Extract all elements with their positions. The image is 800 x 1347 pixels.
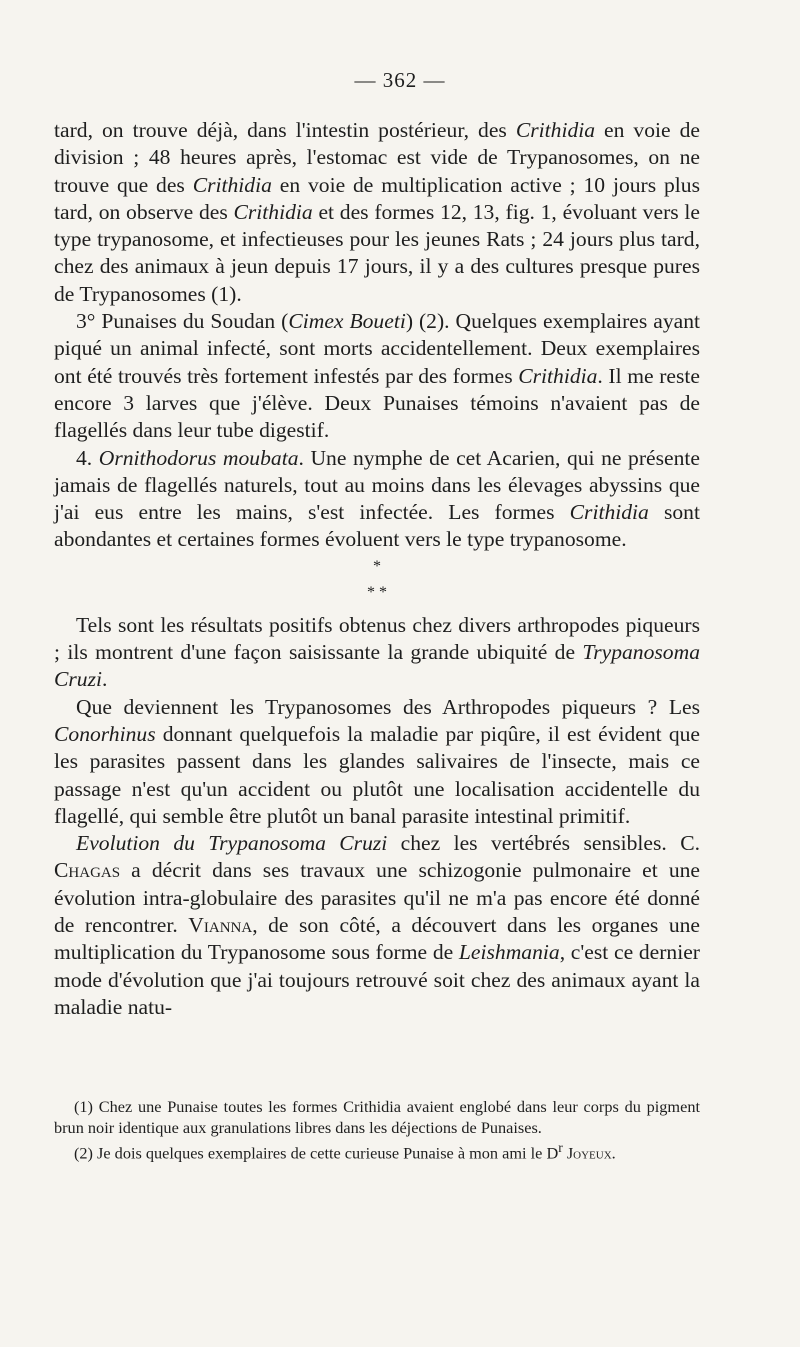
italic-text: Cimex Boueti [288, 309, 406, 334]
text-run: . Il me reste encore 3 larves que j'élève. Deux Punaises témoins n'avaient pas de flagellés dans leur tube digestif. [54, 363, 700, 443]
footnote [54, 1138, 700, 1164]
italic-text: Crithidia [515, 118, 596, 142]
text-run: sont abondantes et certaines formes évoluent vers le type trypanosome. [54, 500, 700, 552]
italic-text: Trypanosoma Cruzi [54, 640, 700, 692]
paragraph [54, 830, 700, 1021]
text-run: a décrit dans ses travaux une schizogonie pulmonaire et une évolution intra-globulaire des parasites qu'il ne m'a pas encore été donné de rencontrer. [54, 858, 700, 938]
text-run: (2) Je dois quelques exemplaires de cette curieuse Punaise à mon ami le D [74, 1143, 559, 1163]
italic-text: Crithidia [518, 363, 598, 388]
italic-text: Conorhinus [54, 721, 156, 746]
section-separator-stars-bottom: * * [367, 583, 387, 601]
footnote [54, 1097, 700, 1138]
text-run: en voie de division ; 48 heures après, l'estomac est vide de Trypanosomes, on ne trouve que des [54, 118, 700, 197]
text-run: Que deviennent les Trypanosomes des Arthropodes piqueurs ? Les [76, 694, 700, 719]
text-run: en voie de multiplication active ; 10 jours plus tard, on observe des [54, 172, 700, 224]
text-run: tard, on trouve déjà, dans l'intestin postérieur, des [54, 118, 516, 142]
superscript: r [558, 1140, 563, 1155]
text-run: , de son côté, a découvert dans les organes une multiplication du Trypanosome sous forme de [54, 913, 701, 965]
italic-text: Crithidia [233, 199, 313, 224]
footnotes [54, 1097, 700, 1164]
text-run: chez les vertébrés sensibles. C. [387, 831, 700, 856]
text-run: donnant quelquefois la maladie par piqûre, il est évident que les parasites passent dans les glandes salivaires de l'insecte, mais ce passage n'est qu'un accident ou plutôt une localisation accidentelle du flagellé, qui semble être plutôt un banal parasite intestinal primitif. [54, 721, 700, 828]
author-name: Vianna [188, 913, 253, 938]
page-number: — 362 — [354, 68, 446, 92]
italic-text: Crithidia [192, 172, 272, 197]
text-run: Tels sont les résultats positifs obtenus chez divers arthropodes piqueurs ; ils montrent d'une façon saisissante la grande ubiquité de [54, 612, 700, 665]
italic-text: Evolution du Trypanosoma Cruzi [76, 831, 388, 856]
text-run: . [102, 667, 108, 692]
text-run: . [611, 1143, 616, 1163]
author-name: Chagas [54, 858, 121, 883]
text-run: et des formes 12, 13, fig. 1, évoluant vers le type trypanosome, et infectieuses pour les jeunes Rats ; 24 jours plus tard, chez des animaux à jeun depuis 17 jours, il y a des cultures presque pures de Trypanosomes (1). [54, 199, 700, 306]
text-run: 4. [76, 445, 99, 470]
paragraph [54, 445, 700, 554]
paragraph [54, 694, 700, 830]
section-separator-stars-top: * [373, 557, 381, 575]
italic-text: Ornithodorus moubata [98, 445, 299, 470]
main-text [54, 117, 700, 1021]
paragraph [54, 117, 700, 308]
text-run: , c'est ce dernier mode d'évolution que j'ai toujours retrouvé soit chez des animaux ayant la maladie natu- [54, 940, 700, 1019]
author-name: Joyeux [566, 1143, 612, 1163]
text-run: 3° Punaises du Soudan ( [76, 309, 289, 334]
italic-text: Crithidia [569, 500, 649, 525]
text-run: ) (2). Quelques exemplaires ayant piqué un animal infecté, sont morts accidentellement. Deux exemplaires ont été trouvés très fortement infestés par des formes [54, 309, 700, 388]
italic-text: Leishmania [458, 940, 560, 965]
text-run: . Une nymphe de cet Acarien, qui ne présente jamais de flagellés naturels, tout au moins dans les élevages abyssins que j'ai eus entre les mains, s'est infectée. Les formes [54, 445, 700, 525]
paragraph [54, 308, 700, 444]
text-run: (1) Chez une Punaise toutes les formes Crithidia avaient englobé dans leur corps du pigment brun noir identique aux granulations libres dans les déjections de Punaises. [54, 1097, 700, 1137]
paragraph [54, 612, 700, 694]
